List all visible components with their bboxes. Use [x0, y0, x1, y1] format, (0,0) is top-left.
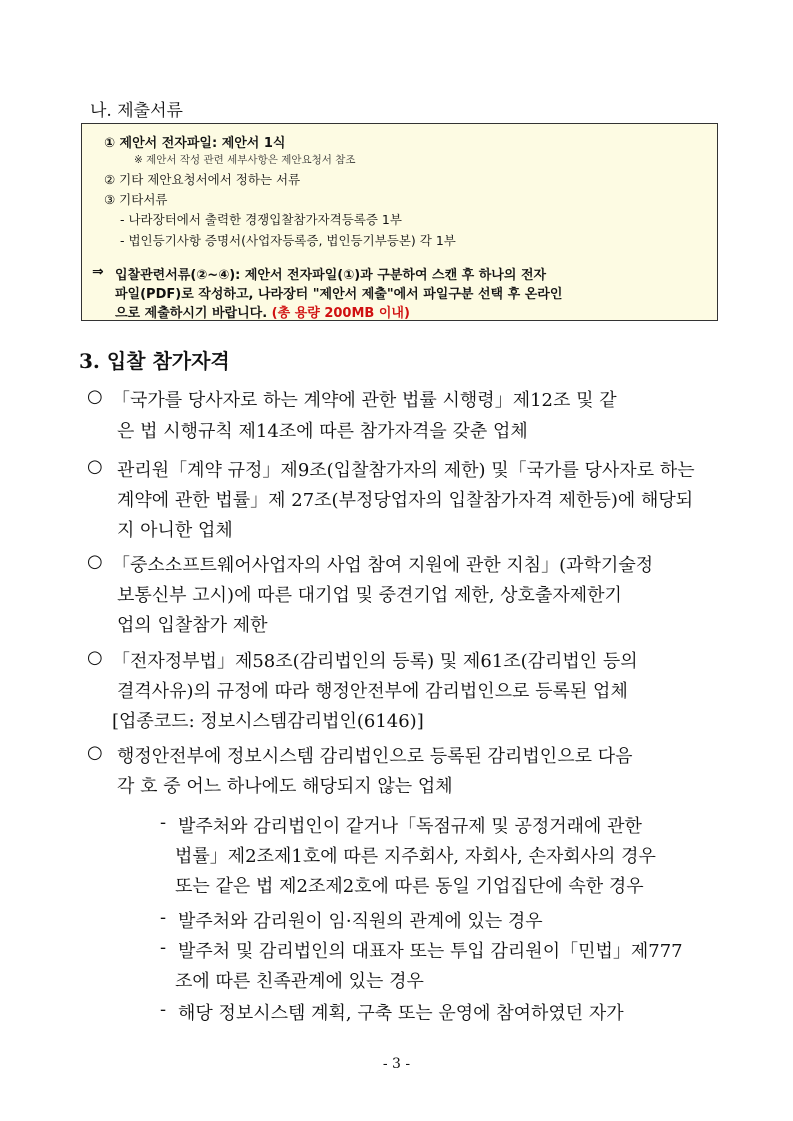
bullet-circle-icon: ○: [87, 551, 103, 572]
arrow-icon: ⇒: [92, 264, 104, 280]
para-4-line-2: 결격사유)의 규정에 따라 행정안전부에 감리법인으로 등록된 업체: [117, 681, 628, 702]
section-3-heading: 3. 입찰 참가자격: [79, 349, 230, 373]
box-item-3-sub-1: - 나라장터에서 출력한 경쟁입찰참가자격등록증 1부: [120, 212, 402, 227]
sub-3-line-2: 조에 따른 친족관계에 있는 경우: [175, 971, 424, 992]
para-2-line-1: 관리원「계약 규정」제9조(입찰참가자의 제한) 및「국가를 당사자로 하는: [117, 460, 695, 481]
submission-documents-box: [81, 123, 718, 321]
para-1-line-1: 「국가를 당사자로 하는 계약에 관한 법률 시행령」제12조 및 같: [112, 390, 617, 411]
box-summary-line-3: [115, 302, 410, 321]
box-item-3-sub-2: - 법인등기사항 증명서(사업자등록증, 법인등기부등본) 각 1부: [120, 233, 456, 248]
sub-3-line-1: 발주처 및 감리법인의 대표자 또는 투입 감리원이「민법」제777: [178, 941, 683, 962]
bullet-circle-icon: ○: [87, 456, 103, 477]
para-4-line-3: [업종코드: 정보시스템감리법인(6146)]: [112, 711, 424, 732]
sub-2-line-1: 발주처와 감리원이 임·직원의 관계에 있는 경우: [178, 911, 543, 932]
page-number: - 3 -: [382, 1056, 411, 1072]
para-2-line-3: 지 아니한 업체: [117, 520, 233, 541]
para-2-line-2: 계약에 관한 법률」제 27조(부정당업자의 입찰참가자격 제한등)에 해당되: [117, 490, 694, 511]
box-item-3: ③ 기타서류: [104, 192, 168, 207]
bullet-circle-icon: ○: [87, 386, 103, 407]
para-3-line-2: 보통신부 고시)에 따른 대기업 및 중견기업 제한, 상호출자제한기: [117, 585, 622, 606]
sub-1-line-3: 또는 같은 법 제2조제2호에 따른 동일 기업집단에 속한 경우: [175, 876, 644, 897]
para-5-line-1: 행정안전부에 정보시스템 감리법인으로 등록된 감리법인으로 다음: [117, 746, 633, 767]
para-5-line-2: 각 호 중 어느 하나에도 해당되지 않는 업체: [117, 776, 453, 797]
bullet-circle-icon: ○: [87, 647, 103, 668]
section-na-title: 나. 제출서류: [90, 101, 183, 121]
para-4-line-1: 「전자정부법」제58조(감리법인의 등록) 및 제61조(감리법인 등의: [112, 651, 638, 672]
summary-text: 으로 제출하시기 바랍니다.: [115, 306, 268, 321]
bullet-circle-icon: ○: [87, 742, 103, 763]
box-item-1: ① 제안서 전자파일: 제안서 1식: [104, 136, 286, 151]
para-1-line-2: 은 법 시행규칙 제14조에 따른 참가자격을 갖춘 업체: [117, 421, 528, 442]
box-summary-line-2: 파일(PDF)로 작성하고, 나라장터 "제안서 제출"에서 파일구분 선택 후 온라인: [115, 287, 563, 302]
capacity-limit-note: (총 용량 200MB 이내): [271, 306, 410, 321]
dash-icon: -: [160, 937, 167, 958]
dash-icon: -: [160, 999, 167, 1020]
para-3-line-3: 업의 입찰참가 제한: [117, 615, 268, 636]
box-item-2: ② 기타 제안요청서에서 정하는 서류: [104, 172, 301, 187]
box-summary-line-1: 입찰관련서류(②~④): 제안서 전자파일(①)과 구분하여 스캔 후 하나의 전자: [115, 268, 547, 283]
box-item-1-note: ※ 제안서 작성 관련 세부사항은 제안요청서 참조: [134, 154, 356, 166]
sub-1-line-2: 법률」제2조제1호에 따른 지주회사, 자회사, 손자회사의 경우: [175, 846, 656, 867]
dash-icon: -: [160, 907, 167, 928]
sub-4-line-1: 해당 정보시스템 계획, 구축 또는 운영에 참여하였던 자가: [178, 1003, 624, 1024]
sub-1-line-1: 발주처와 감리법인이 같거나「독점규제 및 공정거래에 관한: [178, 816, 642, 837]
dash-icon: -: [160, 812, 167, 833]
para-3-line-1: 「중소소프트웨어사업자의 사업 참여 지원에 관한 지침」(과학기술정: [112, 555, 654, 576]
